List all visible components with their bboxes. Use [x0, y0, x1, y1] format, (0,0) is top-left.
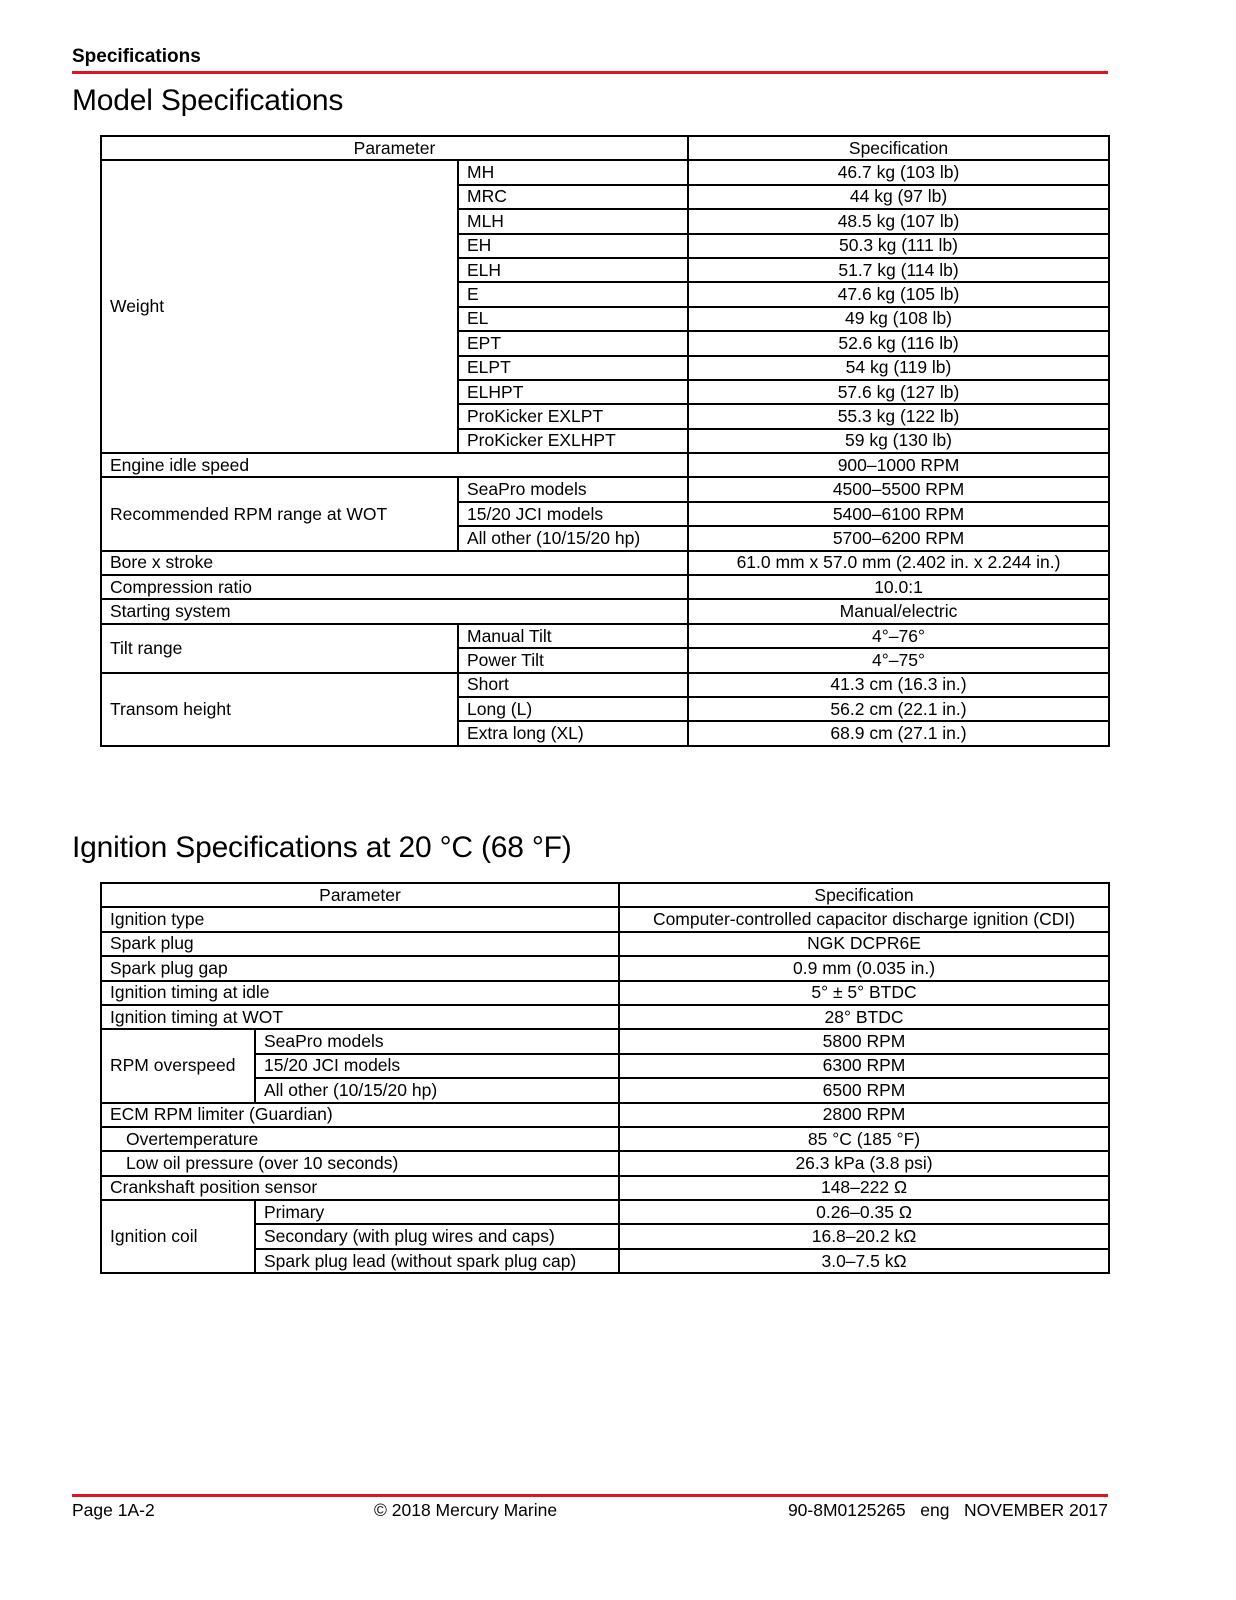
table-row: [101, 1005, 1109, 1029]
table-row: [101, 453, 1109, 477]
sub-parameter: SeaPro models: [255, 1029, 619, 1053]
table-row: [101, 551, 1109, 575]
compression-ratio-label: Compression ratio: [101, 575, 688, 599]
spec-value: 3.0–7.5 kΩ: [619, 1249, 1109, 1273]
crankshaft-sensor-label: Crankshaft position sensor: [101, 1176, 619, 1200]
table-row: [101, 1103, 1109, 1127]
sub-parameter: SeaPro models: [458, 477, 688, 501]
spec-value: 52.6 kg (116 lb): [688, 331, 1109, 355]
sub-parameter: EH: [458, 234, 688, 258]
spec-value: 57.6 kg (127 lb): [688, 380, 1109, 404]
rpm-wot-label: Recommended RPM range at WOT: [101, 477, 458, 550]
column-header-specification: Specification: [688, 136, 1109, 160]
footer-rule: [72, 1494, 1108, 1497]
spec-value: 5400–6100 RPM: [688, 502, 1109, 526]
model-specifications-title: Model Specifications: [72, 84, 344, 117]
sub-parameter: All other (10/15/20 hp): [458, 526, 688, 550]
sub-parameter: Manual Tilt: [458, 624, 688, 648]
timing-idle-label: Ignition timing at idle: [101, 981, 619, 1005]
table-row: [101, 599, 1109, 623]
sub-parameter: ProKicker EXLPT: [458, 404, 688, 428]
table-row: [101, 1151, 1109, 1175]
transom-height-label: Transom height: [101, 673, 458, 746]
idle-speed-label: Engine idle speed: [101, 453, 688, 477]
table-row: [101, 956, 1109, 980]
sub-parameter: 15/20 JCI models: [255, 1054, 619, 1078]
sub-parameter: EPT: [458, 331, 688, 355]
ignition-type-label: Ignition type: [101, 907, 619, 931]
spec-value: 61.0 mm x 57.0 mm (2.402 in. x 2.244 in.): [688, 551, 1109, 575]
sub-parameter: 15/20 JCI models: [458, 502, 688, 526]
starting-system-label: Starting system: [101, 599, 688, 623]
table-row: [101, 1200, 1109, 1224]
table-row: [101, 1176, 1109, 1200]
spec-value: Computer-controlled capacitor discharge ignition (CDI): [619, 907, 1109, 931]
spec-value: 48.5 kg (107 lb): [688, 209, 1109, 233]
spec-value: 56.2 cm (22.1 in.): [688, 697, 1109, 721]
weight-label: Weight: [101, 160, 458, 453]
table-row: [101, 477, 1109, 501]
column-header-parameter: Parameter: [101, 136, 688, 160]
spec-value: 5800 RPM: [619, 1029, 1109, 1053]
header-rule: [72, 71, 1108, 74]
sub-parameter: MLH: [458, 209, 688, 233]
model-specifications-table: [100, 135, 1110, 747]
spec-value: 6300 RPM: [619, 1054, 1109, 1078]
sub-parameter: MRC: [458, 185, 688, 209]
column-header-specification: Specification: [619, 883, 1109, 907]
column-header-parameter: Parameter: [101, 883, 619, 907]
running-header: Specifications: [72, 46, 201, 67]
spec-value: 4°–76°: [688, 624, 1109, 648]
copyright: © 2018 Mercury Marine: [374, 1500, 558, 1520]
ecm-limiter-label: ECM RPM limiter (Guardian): [101, 1103, 619, 1127]
spec-value: 16.8–20.2 kΩ: [619, 1224, 1109, 1248]
spec-value: 59 kg (130 lb): [688, 429, 1109, 453]
ignition-specifications-title: Ignition Specifications at 20 °C (68 °F): [72, 831, 572, 864]
ignition-specifications-table: [100, 882, 1110, 1274]
sub-parameter: ELPT: [458, 356, 688, 380]
spec-value: 55.3 kg (122 lb): [688, 404, 1109, 428]
table-row: [101, 673, 1109, 697]
spec-value: 54 kg (119 lb): [688, 356, 1109, 380]
spec-value: 44 kg (97 lb): [688, 185, 1109, 209]
sub-parameter: Primary: [255, 1200, 619, 1224]
table-row: [101, 981, 1109, 1005]
spark-plug-label: Spark plug: [101, 932, 619, 956]
spec-value: 68.9 cm (27.1 in.): [688, 721, 1109, 745]
table-header-row: [101, 883, 1109, 907]
rpm-overspeed-label: RPM overspeed: [101, 1029, 255, 1102]
spec-value: 4°–75°: [688, 648, 1109, 672]
table-row: [101, 1127, 1109, 1151]
spark-plug-gap-label: Spark plug gap: [101, 956, 619, 980]
spec-value: 0.9 mm (0.035 in.): [619, 956, 1109, 980]
spec-value: 49 kg (108 lb): [688, 307, 1109, 331]
spec-value: 6500 RPM: [619, 1078, 1109, 1102]
spec-value: NGK DCPR6E: [619, 932, 1109, 956]
bore-stroke-label: Bore x stroke: [101, 551, 688, 575]
spec-value: 5700–6200 RPM: [688, 526, 1109, 550]
spec-value: 0.26–0.35 Ω: [619, 1200, 1109, 1224]
spec-value: 41.3 cm (16.3 in.): [688, 673, 1109, 697]
document-id: 90-8M0125265 eng NOVEMBER 2017: [787, 1500, 1108, 1520]
table-row: [101, 575, 1109, 599]
sub-parameter: Spark plug lead (without spark plug cap): [255, 1249, 619, 1273]
table-header-row: [101, 136, 1109, 160]
spec-value: Manual/electric: [688, 599, 1109, 623]
sub-parameter: E: [458, 282, 688, 306]
spec-value: 2800 RPM: [619, 1103, 1109, 1127]
sub-parameter: ELH: [458, 258, 688, 282]
sub-parameter: Extra long (XL): [458, 721, 688, 745]
table-row: [101, 160, 1109, 184]
sub-parameter: MH: [458, 160, 688, 184]
spec-value: 148–222 Ω: [619, 1176, 1109, 1200]
spec-value: 51.7 kg (114 lb): [688, 258, 1109, 282]
spec-value: 28° BTDC: [619, 1005, 1109, 1029]
spec-value: 47.6 kg (105 lb): [688, 282, 1109, 306]
spec-value: 10.0:1: [688, 575, 1109, 599]
timing-wot-label: Ignition timing at WOT: [101, 1005, 619, 1029]
overtemperature-label: Overtemperature: [101, 1127, 619, 1151]
sub-parameter: Secondary (with plug wires and caps): [255, 1224, 619, 1248]
table-row: [101, 1029, 1109, 1053]
spec-value: 26.3 kPa (3.8 psi): [619, 1151, 1109, 1175]
spec-value: 50.3 kg (111 lb): [688, 234, 1109, 258]
tilt-range-label: Tilt range: [101, 624, 458, 673]
table-row: [101, 907, 1109, 931]
sub-parameter: Short: [458, 673, 688, 697]
sub-parameter: Long (L): [458, 697, 688, 721]
spec-value: 85 °C (185 °F): [619, 1127, 1109, 1151]
table-row: [101, 624, 1109, 648]
ignition-coil-label: Ignition coil: [101, 1200, 255, 1273]
table-row: [101, 932, 1109, 956]
sub-parameter: EL: [458, 307, 688, 331]
sub-parameter: All other (10/15/20 hp): [255, 1078, 619, 1102]
sub-parameter: Power Tilt: [458, 648, 688, 672]
page-number: Page 1A-2: [72, 1500, 155, 1520]
low-oil-pressure-label: Low oil pressure (over 10 seconds): [101, 1151, 619, 1175]
spec-value: 900–1000 RPM: [688, 453, 1109, 477]
spec-value: 46.7 kg (103 lb): [688, 160, 1109, 184]
spec-value: 4500–5500 RPM: [688, 477, 1109, 501]
sub-parameter: ProKicker EXLHPT: [458, 429, 688, 453]
spec-value: 5° ± 5° BTDC: [619, 981, 1109, 1005]
sub-parameter: ELHPT: [458, 380, 688, 404]
